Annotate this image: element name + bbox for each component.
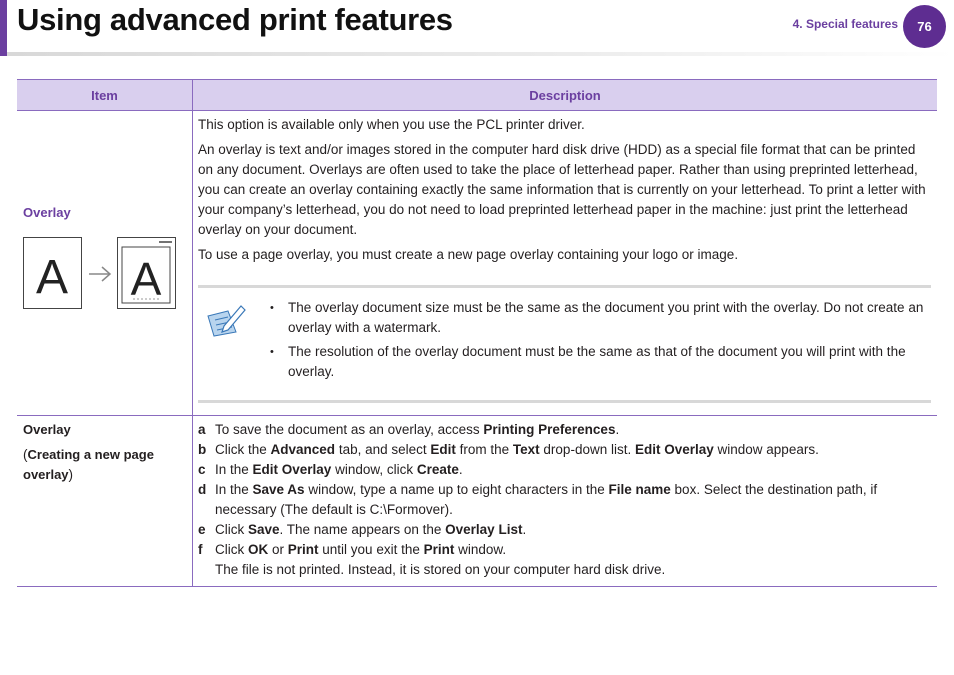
overlay-desc-p1: This option is available only when you use the PCL printer driver.: [198, 117, 585, 132]
create-overlay-item-label: Overlay: [23, 422, 71, 437]
header-rule: [0, 52, 954, 56]
create-overlay-steps-cell: [193, 416, 938, 587]
note-item-2: • The resolution of the overlay document must be the same as that of the document you will print with the overlay.: [278, 342, 929, 382]
features-table: [17, 79, 937, 587]
create-overlay-item-sublabel: (Creating a new page overlay): [23, 447, 154, 482]
step-a: a To save the document as an overlay, access Printing Preferences.: [198, 422, 620, 437]
left-accent-bar: [0, 0, 7, 52]
chapter-label: 4. Special features: [792, 17, 898, 31]
overlay-item-label: Overlay: [23, 205, 71, 220]
arrow-right-icon: [83, 259, 117, 289]
step-c: c In the Edit Overlay window, click Create.: [198, 462, 463, 477]
overlay-desc-p3: To use a page overlay, you must create a new page overlay containing your logo or image.: [198, 247, 739, 262]
column-header-description: Description: [193, 80, 938, 111]
step-b: b Click the Advanced tab, and select Edit from the Text drop-down list. Edit Overlay window appears.: [198, 442, 819, 457]
overlay-page-icon: [117, 237, 177, 311]
page-number-badge: 76: [903, 5, 946, 48]
note-box: [198, 285, 931, 403]
step-e: e Click Save. The name appears on the Overlay List.: [198, 522, 527, 537]
overlay-item-cell: [17, 111, 193, 416]
note-item-1: • The overlay document size must be the same as the document you print with the overlay. Do not create an overlay with a watermark.: [278, 298, 929, 338]
page-title: Using advanced print features: [17, 2, 453, 37]
table-header-row: [17, 80, 937, 111]
step-f-result: The file is not printed. Instead, it is stored on your computer hard disk drive.: [215, 562, 666, 577]
create-overlay-item-cell: [17, 416, 193, 587]
step-d: d In the Save As window, type a name up to eight characters in the File name box. Select the destination path, if necessary (The default is C:\Formover).: [198, 482, 878, 517]
table-row-overlay: [17, 111, 937, 416]
page-letter: A: [35, 251, 69, 304]
table-row-create-overlay: [17, 416, 937, 587]
overlay-description-cell: [193, 111, 938, 416]
step-f: f Click OK or Print until you exit the Print window.: [198, 542, 507, 557]
plain-page-icon: [23, 237, 83, 311]
overlay-page-letter: A: [130, 253, 162, 305]
overlay-desc-p2: An overlay is text and/or images stored in the computer hard disk drive (HDD) as a special file format that can be printed on any document. Overlays are often used to take the place of letterhead paper. Rather than using preprinted letterhead, you can create an overlay containing exactly the same information that is currently on your letterhead. To print a letter with your company’s letterhead, you do not need to load preprinted letterhead paper in the machine: just print the letterhead overlay on your document.: [198, 142, 926, 237]
column-header-item: Item: [17, 80, 193, 111]
overlay-illustration: [23, 237, 186, 311]
note-list: [268, 298, 929, 382]
note-pencil-icon: [206, 302, 246, 338]
